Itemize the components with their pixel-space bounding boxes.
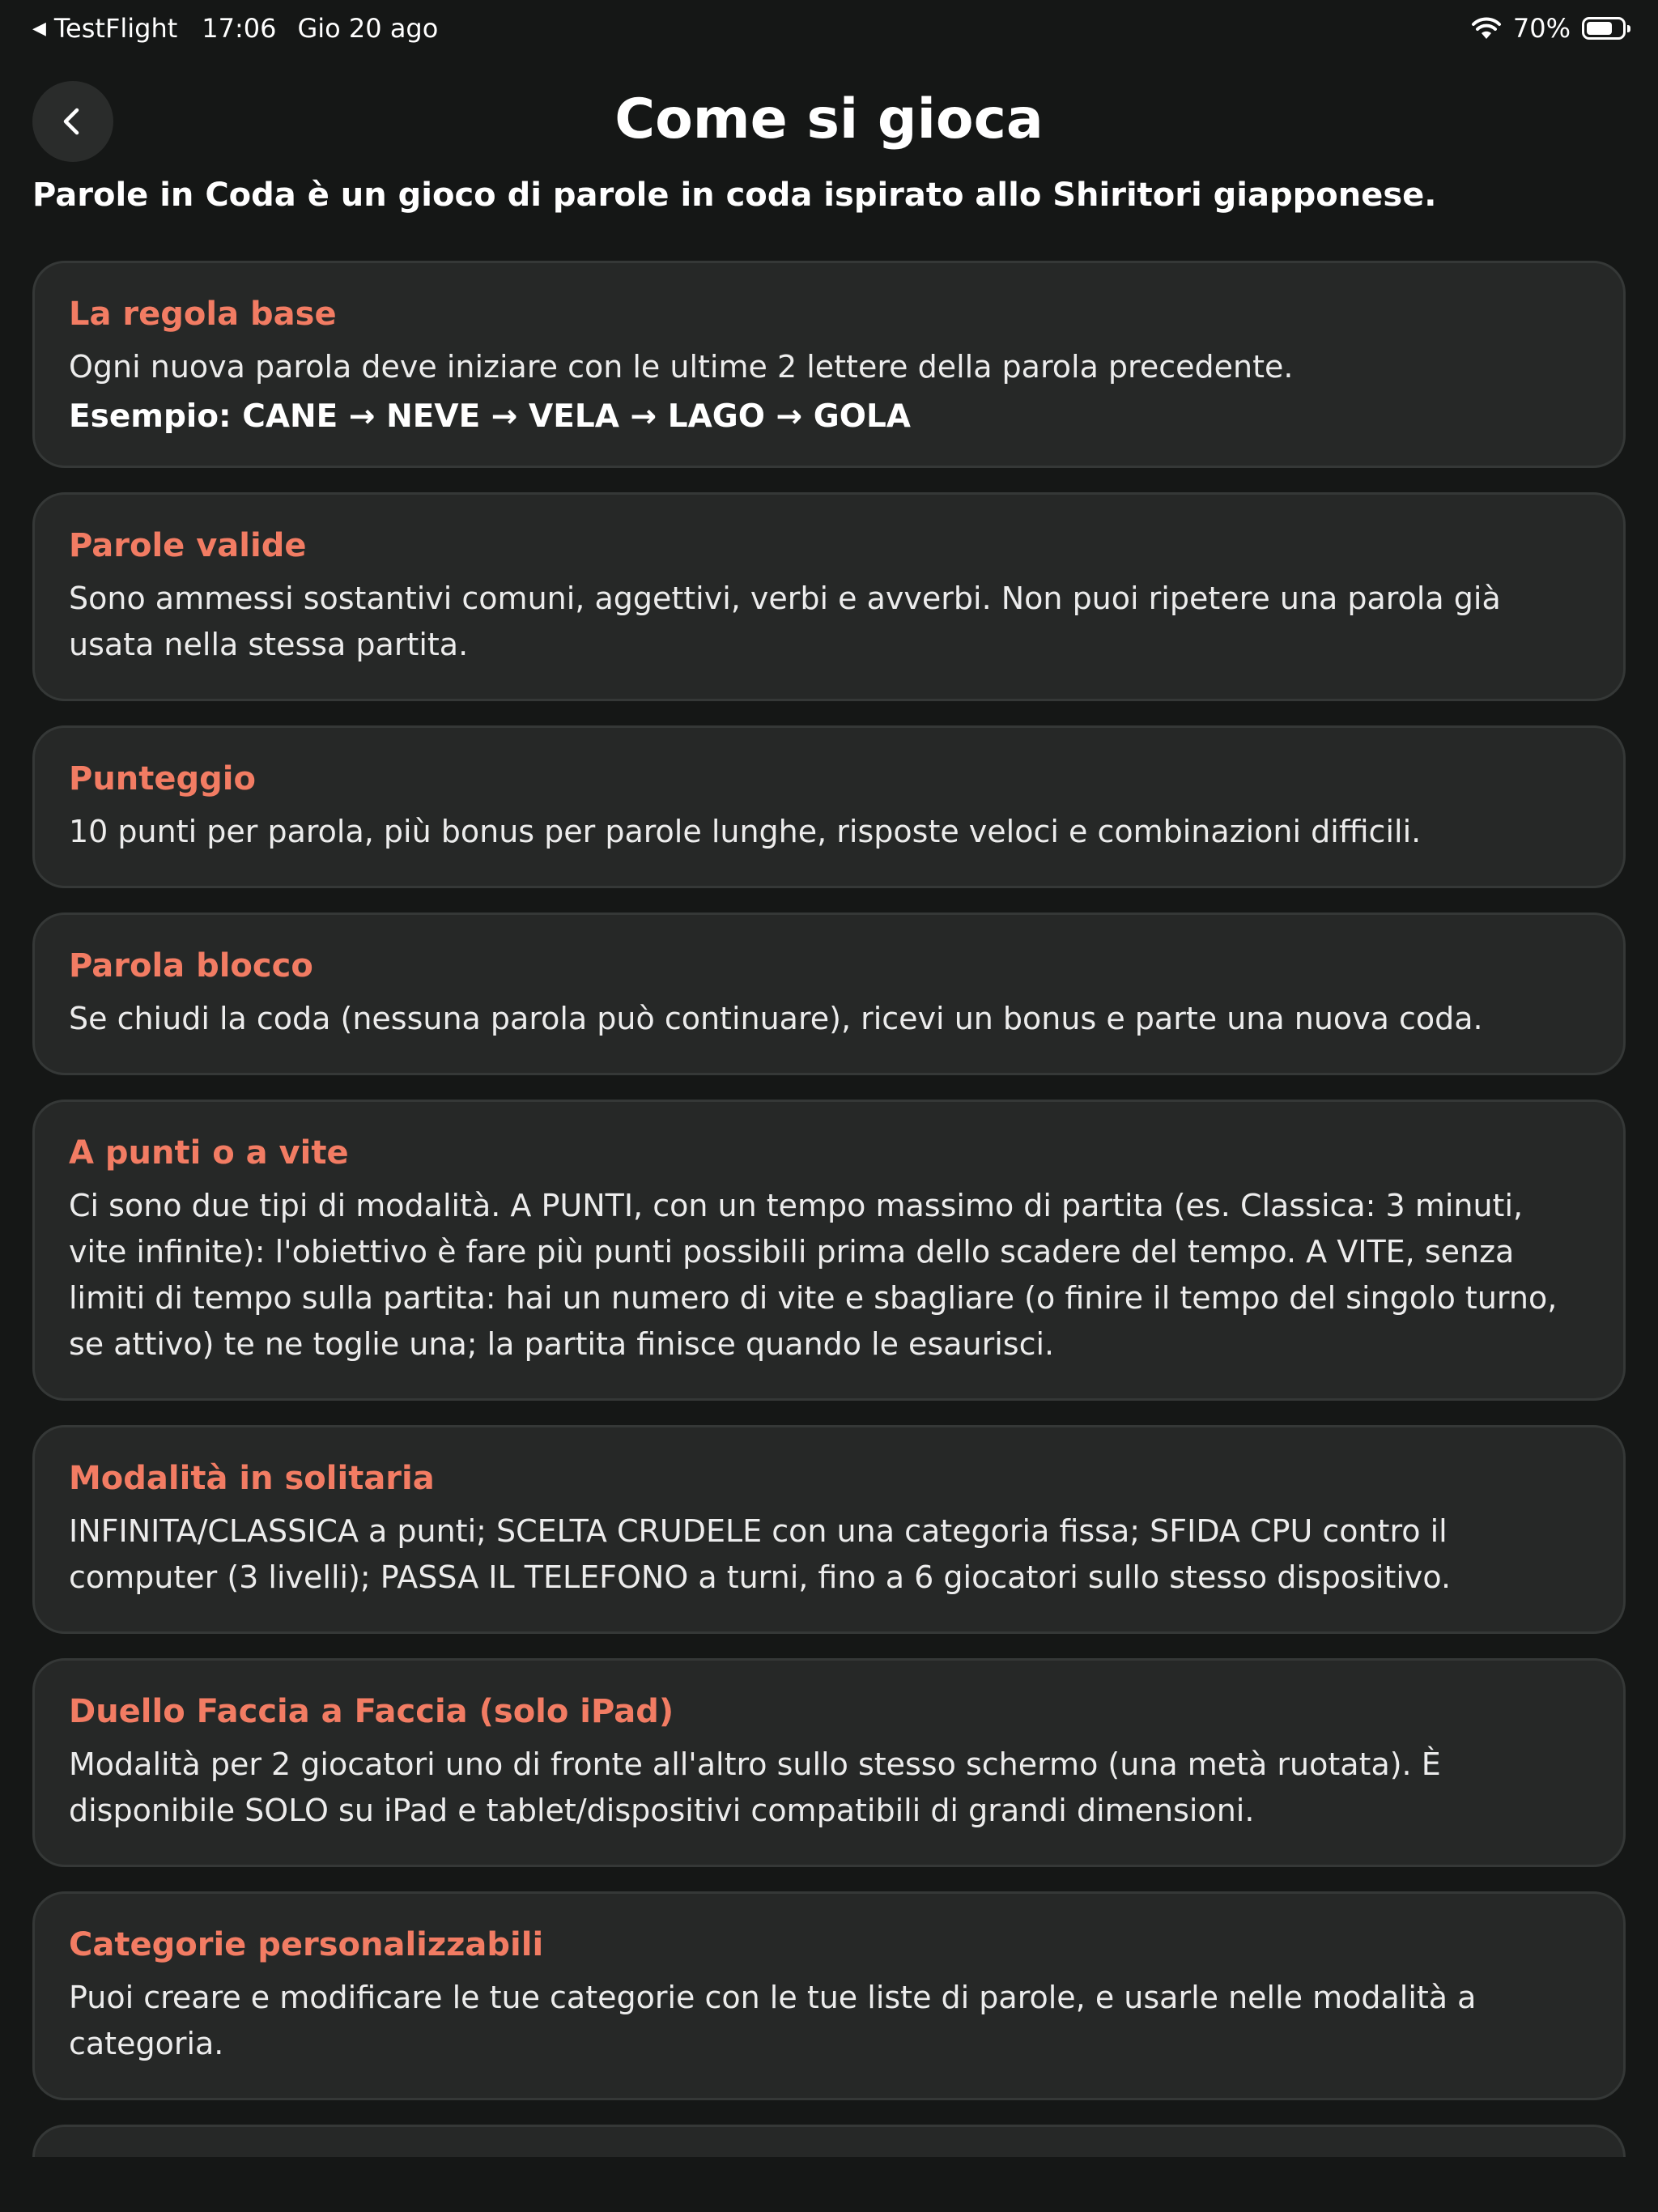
page-title: Come si gioca [614, 87, 1044, 151]
status-date: Gio 20 ago [297, 13, 439, 44]
rules-list[interactable] [32, 261, 1626, 2181]
rule-body: Modalità per 2 giocatori uno di fronte all'altro sullo stesso schermo (una metà ruotata). È disponibile SOLO su iPad e tablet/dispositivi compatibili di grandi dimensioni. [69, 1746, 1441, 1828]
rule-body: INFINITA/CLASSICA a punti; SCELTA CRUDELE con una categoria fissa; SFIDA CPU contro il computer (3 livelli); PASSA IL TELEFONO a turni, fino a 6 giocatori sullo stesso dispositivo. [69, 1513, 1452, 1595]
rule-title: Duello Faccia a Faccia (solo iPad) [69, 1693, 674, 1730]
rule-body: 10 punti per parola, più bonus per parole lunghe, risposte veloci e combinazioni difficili. [69, 814, 1422, 849]
rule-title: La regola base [69, 296, 337, 333]
status-left [32, 13, 438, 44]
back-to-app-label[interactable]: TestFlight [53, 13, 178, 44]
rule-title: Modalità in solitaria [69, 1460, 435, 1497]
wifi-icon [1471, 16, 1502, 40]
status-right [1471, 13, 1626, 44]
rule-card-custom-categories [32, 1891, 1626, 2100]
battery-fill [1587, 22, 1612, 35]
rule-example: Esempio: CANE → NEVE → VELA → LAGO → GOLA [69, 398, 911, 435]
rule-title: Parole valide [69, 527, 307, 564]
rule-body: Se chiudi la coda (nessuna parola può continuare), ricevi un bonus e parte una nuova coda. [69, 1001, 1483, 1036]
intro-text: Parole in Coda è un gioco di parole in coda ispirato allo Shiritori giapponese. [32, 177, 1437, 214]
rule-body: Ogni nuova parola deve iniziare con le ultime 2 lettere della parola precedente. [69, 349, 1294, 385]
rule-body: Ci sono due tipi di modalità. A PUNTI, con un tempo massimo di partita (es. Classica: 3 minuti, vite infinite): l'obiettivo è fare più punti possibili prima dello scadere del tempo. A VITE, senza limiti di tempo sulla partita: hai un numero di vite e sbagliare (o finire il tempo del singolo turno, se attivo) te ne toglie una; la partita finisce quando le esaurisci. [69, 1188, 1558, 1362]
rule-card-valid-words [32, 492, 1626, 701]
battery-percentage: 70% [1512, 13, 1571, 44]
rule-card-partial [32, 2125, 1626, 2157]
rule-title: A punti o a vite [69, 1134, 349, 1172]
rule-card-points-or-lives [32, 1100, 1626, 1401]
rule-title: Parola blocco [69, 947, 313, 985]
status-bar [0, 0, 1658, 58]
rule-card-solo-modes [32, 1425, 1626, 1634]
battery-tip [1627, 25, 1630, 32]
back-to-app-icon[interactable]: ◀ [32, 18, 46, 39]
rule-card-face-to-face-duel [32, 1658, 1626, 1867]
rule-title: Categorie personalizzabili [69, 1926, 544, 1963]
rule-card-block-word [32, 912, 1626, 1075]
rule-card-scoring [32, 725, 1626, 888]
battery-icon [1582, 17, 1626, 40]
rule-title: Punteggio [69, 760, 256, 798]
rule-card-basic-rule [32, 261, 1626, 468]
rule-body: Puoi creare e modificare le tue categorie con le tue liste di parole, e usarle nelle modalità a categoria. [69, 1980, 1477, 2061]
rule-body: Sono ammessi sostantivi comuni, aggettivi, verbi e avverbi. Non puoi ripetere una parola già usata nella stessa partita. [69, 581, 1501, 662]
header [0, 81, 1658, 162]
status-time: 17:06 [202, 13, 277, 44]
bottom-edge [0, 2165, 1658, 2212]
